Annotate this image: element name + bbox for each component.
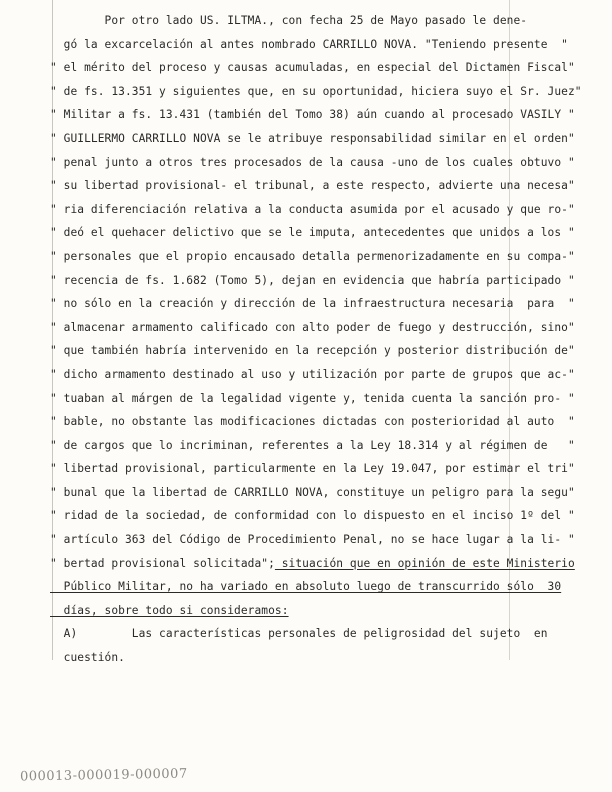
underlined-line: días, sobre todo si consideramos: (50, 603, 289, 617)
list-item-a-line: A) Las características personales de peligrosidad del sujeto en (50, 627, 548, 641)
document-stamp: 000013-000019-000007 (19, 766, 188, 785)
list-item-a-line: cuestión. (50, 651, 125, 665)
text-line: " dicho armamento destinado al uso y utilización por parte de grupos que ac-" (50, 367, 575, 381)
text-line: " ridad de la sociedad, de conformidad con lo dispuesto en el inciso 1º del " (50, 509, 575, 523)
text-line: " no sólo en la creación y dirección de la infraestructura necesaria para " (50, 297, 575, 311)
text-line: " penal junto a otros tres procesados de la causa -uno de los cuales obtuvo " (50, 155, 575, 169)
text-line: " artículo 363 del Código de Procedimiento Penal, no se hace lugar a la li- " (50, 533, 575, 547)
text-line: " el mérito del proceso y causas acumuladas, en especial del Dictamen Fiscal" (50, 61, 575, 75)
text-line: " de cargos que lo incriminan, referentes a la Ley 18.314 y al régimen de " (50, 438, 575, 452)
document-body (50, 9, 582, 670)
underlined-text: situación que en opinión de este Ministerio (274, 556, 575, 570)
text-line: " su libertad provisional- el tribunal, a este respecto, advierte una necesa" (50, 179, 575, 193)
text-line: " tuaban al márgen de la legalidad vigente y, tenida cuenta la sanción pro- " (50, 391, 575, 405)
text-line: " Militar a fs. 13.431 (también del Tomo 38) aún cuando al procesado VASILY " (50, 108, 575, 122)
text-line: " GUILLERMO CARRILLO NOVA se le atribuye responsabilidad similar en el orden" (50, 131, 575, 145)
text-line: " que también habría intervenido en la recepción y posterior distribución de" (50, 344, 575, 358)
text-line: " libertad provisional, particularmente en la Ley 19.047, por estimar el tri" (50, 462, 575, 476)
text-line: " bertad provisional solicitada"; situación que en opinión de este Ministerio (50, 556, 575, 570)
text-line: " personales que el propio encausado detalla permenorizadamente en su compa-" (50, 249, 575, 263)
text-line: " ria diferenciación relativa a la conducta asumida por el acusado y que ro-" (50, 202, 575, 216)
text-line: gó la excarcelación al antes nombrado CARRILLO NOVA. "Teniendo presente " (50, 37, 568, 51)
text-line: " bunal que la libertad de CARRILLO NOVA, constituye un peligro para la segu" (50, 485, 575, 499)
text-line: " de fs. 13.351 y siguientes que, en su oportunidad, hiciera suyo el Sr. Juez" (50, 84, 582, 98)
text-line: " deó el quehacer delictivo que se le imputa, antecedentes que unidos a los " (50, 226, 575, 240)
text-line: " almacenar armamento calificado con alto poder de fuego y destrucción, sino" (50, 320, 575, 334)
text-line: " recencia de fs. 1.682 (Tomo 5), dejan en evidencia que habría participado " (50, 273, 575, 287)
underlined-line: Público Militar, no ha variado en absoluto luego de transcurrido sólo 30 (50, 580, 562, 594)
text-line: " bable, no obstante las modificaciones dictadas con posterioridad al auto " (50, 415, 575, 429)
text-line: Por otro lado US. ILTMA., con fecha 25 de Mayo pasado le dene- (50, 14, 528, 27)
